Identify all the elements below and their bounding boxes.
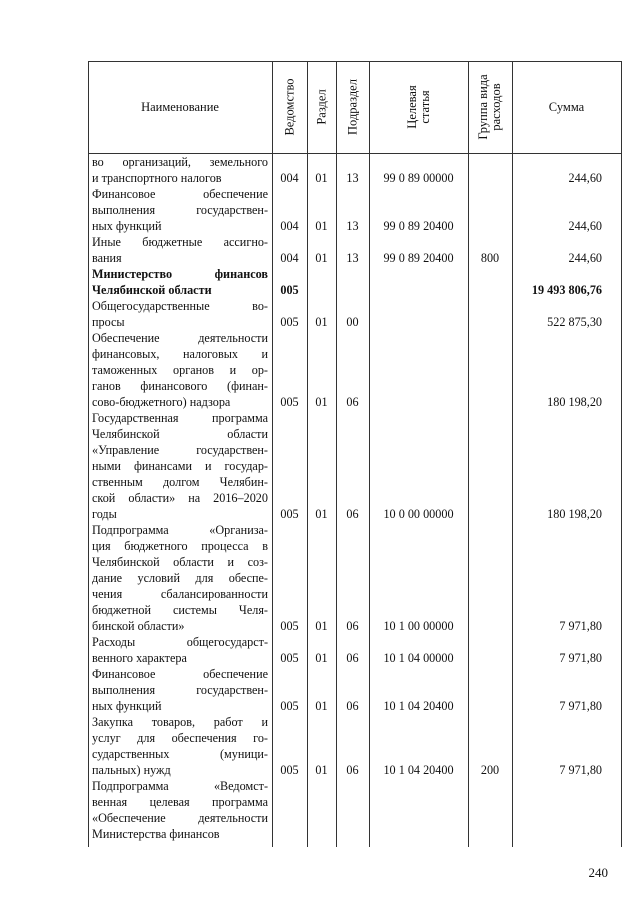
row-name-line: Челябинской области и соз- [92, 555, 268, 569]
row-summa: 19 493 806,76 [531, 283, 602, 297]
row-vedomstvo: 005 [280, 651, 299, 665]
row-podrazdel: 06 [346, 395, 359, 409]
row-name-line: «Обеспечение деятельности [92, 811, 268, 825]
row-name-line: просы [92, 315, 125, 329]
table-header [88, 61, 621, 153]
header-summa [512, 61, 621, 153]
row-summa: 244,60 [568, 171, 602, 185]
row-summa: 244,60 [568, 251, 602, 265]
row-celevaya: 10 1 04 20400 [383, 699, 454, 713]
row-razdel: 01 [315, 219, 328, 233]
row-name-line: ской области» на 2016–2020 [92, 491, 268, 505]
row-vedomstvo: 005 [280, 507, 299, 521]
row-vedomstvo: 004 [280, 219, 299, 233]
table-row [88, 234, 622, 266]
row-name [92, 186, 268, 234]
row-summa: 180 198,20 [547, 395, 602, 409]
row-name [92, 234, 268, 266]
page-number: 240 [588, 865, 608, 880]
row-name-line: Подпрограмма «Организа- [92, 523, 268, 537]
header-gruppa-line2: расходов [489, 83, 503, 131]
row-celevaya: 10 1 04 20400 [383, 763, 454, 777]
row-name-line: сово-бюджетного) надзора [92, 395, 231, 409]
row-summa: 7 971,80 [559, 651, 602, 665]
row-name-line: ственным долгом Челябин- [92, 475, 268, 489]
row-summa: 522 875,30 [547, 315, 602, 329]
header-name [88, 61, 272, 153]
row-celevaya: 10 1 04 00000 [383, 651, 454, 665]
row-name-line: таможенных органов и ор- [92, 363, 268, 377]
row-vedomstvo: 005 [280, 395, 299, 409]
header-name-text: Наименование [141, 99, 219, 114]
row-razdel: 01 [315, 619, 328, 633]
row-podrazdel: 13 [346, 171, 359, 185]
row-name-line: ганов финансового (финан- [92, 379, 268, 393]
row-name-line: ными финансами и государ- [92, 459, 268, 473]
row-name-line: Обеспечение деятельности [92, 331, 268, 345]
row-vedomstvo: 005 [280, 699, 299, 713]
row-name [92, 410, 268, 522]
row-name [92, 298, 268, 330]
header-razdel [307, 61, 336, 153]
row-name-line: Министерства финансов [92, 827, 220, 841]
row-summa: 7 971,80 [559, 763, 602, 777]
row-name-line: вания [92, 251, 122, 265]
row-name [92, 522, 268, 634]
row-name-line: венного характера [92, 651, 187, 665]
row-name-line: Подпрограмма «Ведомст- [92, 779, 268, 793]
table-row [88, 186, 622, 234]
header-gruppa-line1: Группа вида [476, 74, 490, 140]
row-podrazdel: 13 [346, 219, 359, 233]
row-name [92, 634, 268, 666]
row-podrazdel: 00 [346, 315, 359, 329]
row-vedomstvo: 005 [280, 315, 299, 329]
row-razdel: 01 [315, 315, 328, 329]
row-razdel: 01 [315, 699, 328, 713]
row-vedomstvo: 005 [280, 763, 299, 777]
row-razdel: 01 [315, 651, 328, 665]
row-name-line: Финансовое обеспечение [92, 187, 268, 201]
row-name [92, 330, 268, 410]
row-celevaya: 99 0 89 00000 [383, 171, 454, 185]
row-gruppa: 200 [480, 763, 500, 777]
row-name-line: дание условий для обеспе- [92, 571, 268, 585]
row-podrazdel: 06 [346, 619, 359, 633]
row-vedomstvo: 005 [280, 283, 299, 297]
row-podrazdel: 06 [346, 651, 359, 665]
row-name-line: годы [92, 507, 117, 521]
row-celevaya: 10 1 00 00000 [383, 619, 454, 633]
table-row [88, 298, 622, 330]
header-gruppa [468, 61, 512, 153]
row-gruppa: 800 [480, 251, 500, 265]
table-row [88, 266, 622, 298]
row-summa: 7 971,80 [559, 699, 602, 713]
row-name-line: Государственная программа [92, 411, 268, 425]
header-vedomstvo-text: Ведомство [282, 78, 296, 136]
row-name-line: Финансовое обеспечение [92, 667, 268, 681]
row-summa: 244,60 [568, 219, 602, 233]
row-name-line: бинской области» [92, 619, 185, 633]
header-summa-text: Сумма [548, 99, 585, 114]
table-row [88, 154, 622, 186]
table-row [88, 666, 622, 714]
header-celevaya [369, 61, 468, 153]
row-name-line: финансовых, налоговых и [92, 347, 268, 361]
row-name-line: ция бюджетного процесса в [92, 539, 268, 553]
row-vedomstvo: 004 [280, 171, 299, 185]
row-name-line: венная целевая программа [92, 795, 268, 809]
row-razdel: 01 [315, 251, 328, 265]
table-row [88, 778, 622, 842]
row-podrazdel: 06 [346, 699, 359, 713]
row-name-line: Челябинской области [92, 427, 268, 441]
header-celevaya-text [406, 85, 432, 128]
row-name-line: Челябинской области [92, 283, 212, 297]
row-razdel: 01 [315, 171, 328, 185]
row-name-line: Иные бюджетные ассигно- [92, 235, 268, 249]
row-name-line: чения сбалансированности [92, 587, 268, 601]
row-name [92, 266, 268, 298]
row-name-line: Закупка товаров, работ и [92, 715, 268, 729]
table-row [88, 522, 622, 634]
row-name-line: выполнения государствен- [92, 683, 268, 697]
row-razdel: 01 [315, 763, 328, 777]
row-podrazdel: 06 [346, 763, 359, 777]
table-row [88, 330, 622, 410]
row-razdel: 01 [315, 507, 328, 521]
row-name-line: во организаций, земельного [92, 155, 268, 169]
table-row [88, 634, 622, 666]
header-podrazdel-text: Подраздел [345, 79, 359, 135]
row-celevaya: 99 0 89 20400 [383, 251, 454, 265]
row-razdel: 01 [315, 395, 328, 409]
header-celevaya-line2: статья [417, 90, 432, 124]
row-podrazdel: 06 [346, 507, 359, 521]
header-gruppa-text [477, 74, 503, 139]
row-podrazdel: 13 [346, 251, 359, 265]
row-summa: 7 971,80 [559, 619, 602, 633]
row-name [92, 666, 268, 714]
row-celevaya: 10 0 00 00000 [383, 507, 454, 521]
header-vedomstvo [272, 61, 307, 153]
row-name-line: выполнения государствен- [92, 203, 268, 217]
row-name-line: и транспортного налогов [92, 171, 222, 185]
row-name-line: Расходы общегосударст- [92, 635, 268, 649]
row-name-line: бюджетной системы Челя- [92, 603, 268, 617]
row-name-line: «Управление государствен- [92, 443, 268, 457]
row-vedomstvo: 005 [280, 619, 299, 633]
header-podrazdel [336, 61, 369, 153]
row-name-line: Общегосударственные во- [92, 299, 268, 313]
table-row [88, 714, 622, 778]
row-summa: 180 198,20 [547, 507, 602, 521]
row-celevaya: 99 0 89 20400 [383, 219, 454, 233]
row-name-line: ных функций [92, 219, 162, 233]
row-name-line: пальных) нужд [92, 763, 171, 777]
row-name [92, 778, 268, 842]
header-celevaya-line1: Целевая [404, 85, 419, 129]
row-name [92, 154, 268, 186]
row-name-line: Министерство финансов [92, 267, 268, 281]
row-name-line: сударственных (муници- [92, 747, 268, 761]
row-name-line: ных функций [92, 699, 162, 713]
header-razdel-text: Раздел [314, 89, 328, 125]
row-name-line: услуг для обеспечения го- [92, 731, 268, 745]
row-name [92, 714, 268, 778]
table-row [88, 410, 622, 522]
row-vedomstvo: 004 [280, 251, 299, 265]
